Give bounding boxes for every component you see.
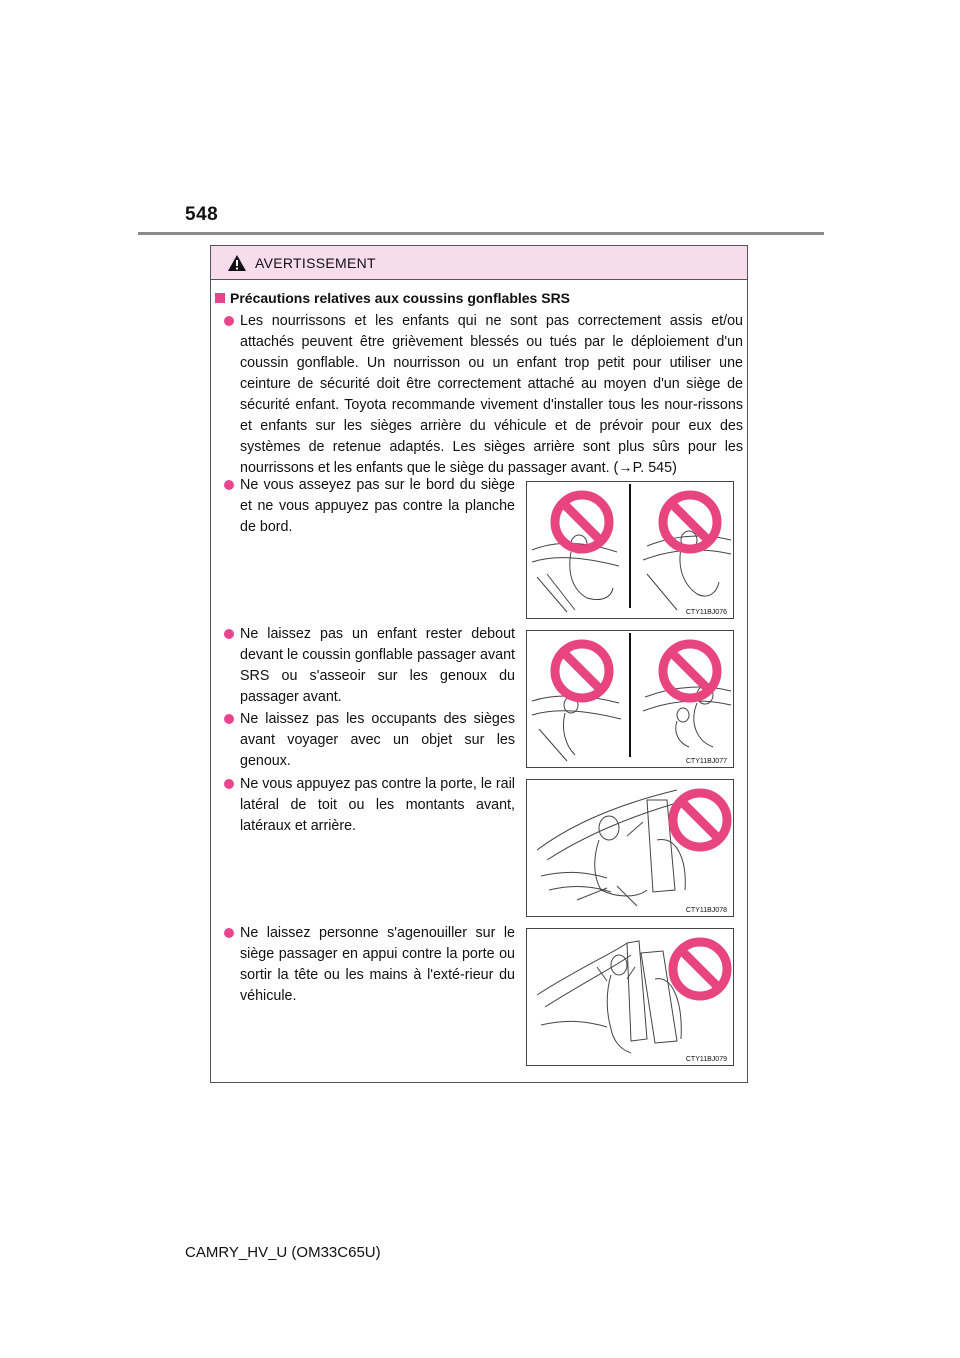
warning-header-label: AVERTISSEMENT	[255, 254, 376, 271]
document-footer: CAMRY_HV_U (OM33C65U)	[185, 1244, 381, 1261]
bullet-dot-icon	[224, 714, 234, 724]
bullet-item: Les nourrissons et les enfants qui ne sont pas correctement assis et/ou attachés peuvent être grièvement blessés ou tués par le déploiement d'un coussin gonflable. Un nourrisson ou un enfant trop petit pour utiliser une ceinture de sécurité doit être correctement attaché au moyen d'un siège de sécurité enfant. Toyota recommande vivement d'installer tous les nour-rissons et enfants sur les sièges arrière du véhicule et de prévoir pour eux des systèmes de retenue adaptés. Les sièges arrière sont plus sûrs pour les nourrissons et les enfants que le siège du passager avant. (→P. 545)	[224, 311, 743, 479]
figure-code: CTY11BJ077	[685, 758, 727, 765]
figure-code: CTY11BJ078	[685, 907, 727, 914]
prohibition-icon	[663, 495, 717, 549]
figure-code: CTY11BJ079	[685, 1056, 727, 1063]
warning-header	[211, 246, 747, 280]
bullet-dot-icon	[224, 316, 234, 326]
figure-code: CTY11BJ076	[685, 609, 727, 616]
prohibition-icon	[673, 793, 727, 847]
square-bullet-icon	[215, 293, 225, 303]
bullet-item: Ne vous asseyez pas sur le bord du siège et ne vous appuyez pas contre la planche de bord.	[224, 475, 515, 538]
bullet-dot-icon	[224, 480, 234, 490]
bullet-item: Ne laissez pas les occupants des sièges avant voyager avec un objet sur les genoux.	[224, 709, 515, 772]
warning-box	[210, 245, 748, 1083]
figure-illustration	[526, 928, 734, 1066]
prohibition-icon	[673, 942, 727, 996]
bullet-dot-icon	[224, 779, 234, 789]
bullet-item: Ne vous appuyez pas contre la porte, le rail latéral de toit ou les montants avant, latéraux et arrière.	[224, 774, 515, 837]
header-rule	[138, 232, 824, 235]
prohibition-icon	[555, 644, 609, 698]
bullet-dot-icon	[224, 928, 234, 938]
figure-illustration	[526, 779, 734, 917]
figure-illustration	[526, 481, 734, 619]
prohibition-icon	[663, 644, 717, 698]
bullet-item: Ne laissez personne s'agenouiller sur le siège passager en appui contre la porte ou sortir la tête ou les mains à l'exté-rieur du véhicule.	[224, 923, 515, 1007]
figure-illustration	[526, 630, 734, 768]
prohibition-icon	[555, 495, 609, 549]
page-number: 548	[185, 204, 219, 225]
bullet-item: Ne laissez pas un enfant rester debout devant le coussin gonflable passager avant SRS ou s'asseoir sur les genoux du passager avant.	[224, 624, 515, 708]
warning-triangle-icon	[227, 254, 247, 272]
bullet-dot-icon	[224, 629, 234, 639]
section-title: Précautions relatives aux coussins gonflables SRS	[215, 290, 570, 306]
